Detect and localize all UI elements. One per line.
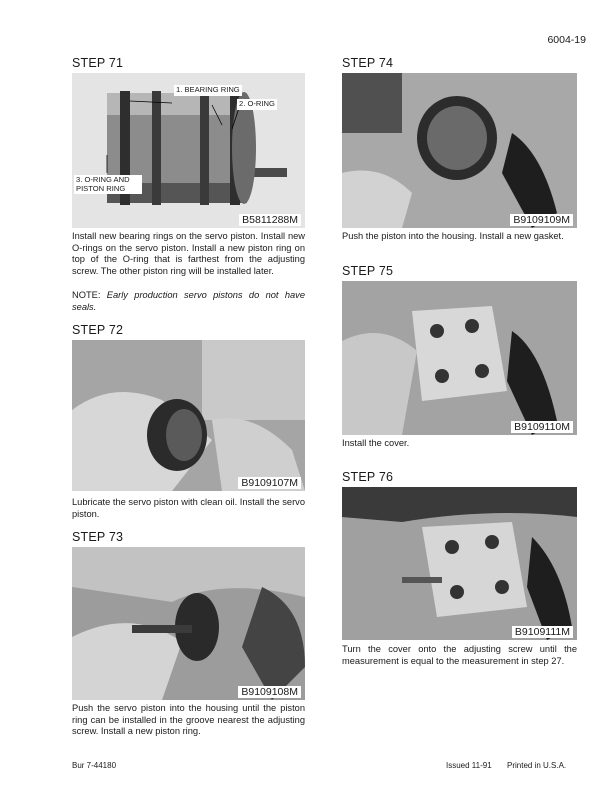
step-73-text: Push the servo piston into the housing until the piston ring can be installed in the groove nearest the adjusting screw. Install a new piston ring. [72, 703, 305, 737]
callout-o-ring-piston-ring: 3. O-RING AND PISTON RING [74, 175, 142, 194]
step-76-heading: STEP 76 [342, 470, 394, 484]
step-72-photo-code: B9109107M [238, 477, 301, 489]
footer-document-number: Bur 7-44180 [72, 761, 117, 770]
step-76-photo-code: B9109111M [512, 626, 573, 638]
note-text: Early production servo pistons do not have seals. [72, 290, 305, 312]
callout-bearing-ring: 1. BEARING RING [176, 85, 240, 94]
adjust-cover-photo [342, 487, 577, 640]
housing-gasket-photo [342, 73, 577, 228]
step-75-photo-code: B9109110M [511, 421, 573, 433]
step-72-photo [72, 340, 305, 491]
step-71-note [72, 290, 305, 313]
step-74-photo-code: B9109109M [510, 214, 573, 226]
note-label: NOTE: [72, 290, 101, 300]
step-73-photo [72, 547, 305, 700]
step-74-text: Push the piston into the housing. Install a new gasket. [342, 231, 564, 241]
lubricate-piston-photo [72, 340, 305, 491]
step-73-heading: STEP 73 [72, 530, 124, 544]
callout-o-ring: 2. O-RING [239, 99, 275, 108]
step-74-photo [342, 73, 577, 228]
step-71-photo [72, 73, 305, 228]
step-74-heading: STEP 74 [342, 56, 394, 70]
step-75-heading: STEP 75 [342, 264, 394, 278]
push-piston-photo [72, 547, 305, 700]
step-71-photo-code: B5811288M [239, 214, 301, 226]
page-number: 6004-19 [547, 34, 586, 46]
step-71-text: Install new bearing rings on the servo piston. Install new O-rings on the servo piston. Install a new piston ring on top of the O-ring that is farthest from the adjusting screw. The other piston ring will be installed later. [72, 231, 305, 277]
install-cover-photo [342, 281, 577, 435]
step-76-text: Turn the cover onto the adjusting screw until the measurement is equal to the measurement in step 27. [342, 644, 577, 666]
step-75-photo [342, 281, 577, 435]
footer-issued: Issued 11-91 [446, 761, 492, 770]
step-72-text: Lubricate the servo piston with clean oil. Install the servo piston. [72, 497, 305, 519]
step-71-heading: STEP 71 [72, 56, 124, 70]
servo-piston-illustration [72, 73, 305, 228]
step-76-photo [342, 487, 577, 640]
footer-printed: Printed in U.S.A. [507, 761, 567, 770]
step-72-heading: STEP 72 [72, 323, 124, 337]
step-75-text: Install the cover. [342, 438, 410, 448]
step-73-photo-code: B9109108M [238, 686, 301, 698]
